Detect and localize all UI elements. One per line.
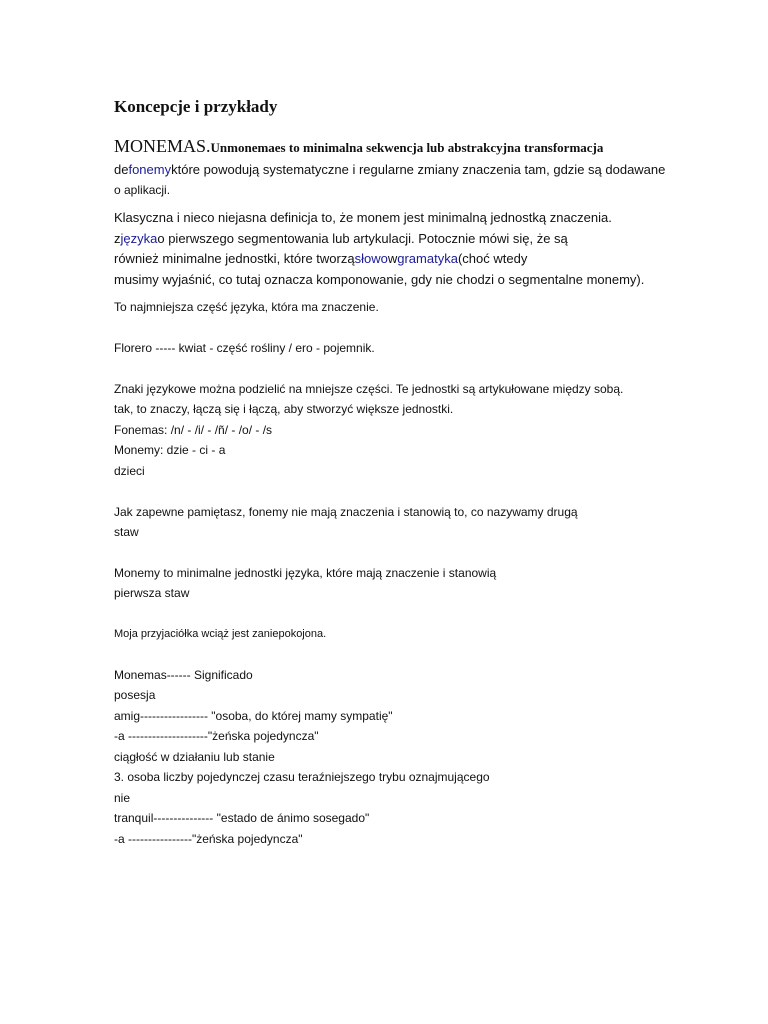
text-line: Znaki językowe można podzielić na mniejsze części. Te jednostki są artykułowane między sobą.: [114, 382, 624, 396]
paragraph-line: Klasyczna i nieco niejasna definicja to, że monem jest minimalną jednostką znaczenia.: [114, 210, 612, 225]
text-line: Monemy to minimalne jednostki języka, które mają znaczenie i stanowią: [114, 566, 497, 580]
definition-line-1: [114, 163, 665, 176]
section-heading: Koncepcje i przykłady: [114, 97, 278, 116]
text-line: Monemy: dzie - ci - a: [114, 443, 226, 457]
text-line: Moja przyjaciółka wciąż jest zaniepokojona.: [114, 628, 327, 640]
monemas-term: MONEMAS.: [114, 136, 211, 156]
monemas-definition-line: [114, 137, 603, 156]
link-fonemy[interactable]: fonemy: [128, 162, 172, 177]
text-line: tak, to znaczy, łączą się i łączą, aby stworzyć większe jednostki.: [114, 402, 454, 416]
link-jezyka[interactable]: języka: [120, 231, 158, 246]
link-gramatyka[interactable]: gramatyka: [397, 251, 458, 266]
text-line: dzieci: [114, 464, 145, 478]
link-slowo[interactable]: słowo: [354, 251, 388, 266]
monemas-definition: Unmonemaes to minimalna sekwencja lub abstrakcyjna transformacja: [210, 140, 604, 155]
text-line: -a --------------------"żeńska pojedyncza": [114, 729, 319, 743]
text-line: Jak zapewne pamiętasz, fonemy nie mają znaczenia i stanowią to, co nazywamy drugą: [114, 505, 578, 519]
text-fragment: również minimalne jednostki, które tworzą: [114, 251, 355, 266]
text-fragment: z: [114, 231, 121, 246]
definition-line-2: o aplikacji.: [114, 183, 171, 197]
text-line: Florero ----- kwiat - część rośliny / ero - pojemnik.: [114, 341, 375, 355]
text-fragment: w: [387, 251, 398, 266]
text-line: nie: [114, 791, 131, 805]
text-line: staw: [114, 525, 139, 539]
text-line: posesja: [114, 688, 156, 702]
text-line: To najmniejsza część języka, która ma znaczenie.: [114, 300, 379, 314]
text-line: amig----------------- "osoba, do której mamy sympatię": [114, 709, 393, 723]
text-line: pierwsza staw: [114, 586, 190, 600]
text-line: Fonemas: /n/ - /i/ - /ñ/ - /o/ - /s: [114, 423, 273, 437]
text-fragment: które powodują systematyczne i regularne zmiany znaczenia tam, gdzie są dodawane: [171, 162, 666, 177]
text-line: 3. osoba liczby pojedynczej czasu teraźniejszego trybu oznajmującego: [114, 770, 490, 784]
text-fragment: o pierwszego segmentowania lub artykulacji. Potocznie mówi się, że są: [157, 231, 568, 246]
text-line: tranquil--------------- "estado de ánimo sosegado": [114, 811, 370, 825]
text-line: Monemas------ Significado: [114, 668, 253, 682]
paragraph-line: musimy wyjaśnić, co tutaj oznacza komponowanie, gdy nie chodzi o segmentalne monemy).: [114, 272, 645, 287]
paragraph-line: [114, 252, 527, 265]
text-line: -a ----------------"żeńska pojedyncza": [114, 832, 303, 846]
text-line: ciągłość w działaniu lub stanie: [114, 750, 275, 764]
text-fragment: de: [114, 162, 129, 177]
paragraph-line: [114, 232, 568, 245]
text-fragment: (choć wtedy: [457, 251, 528, 266]
